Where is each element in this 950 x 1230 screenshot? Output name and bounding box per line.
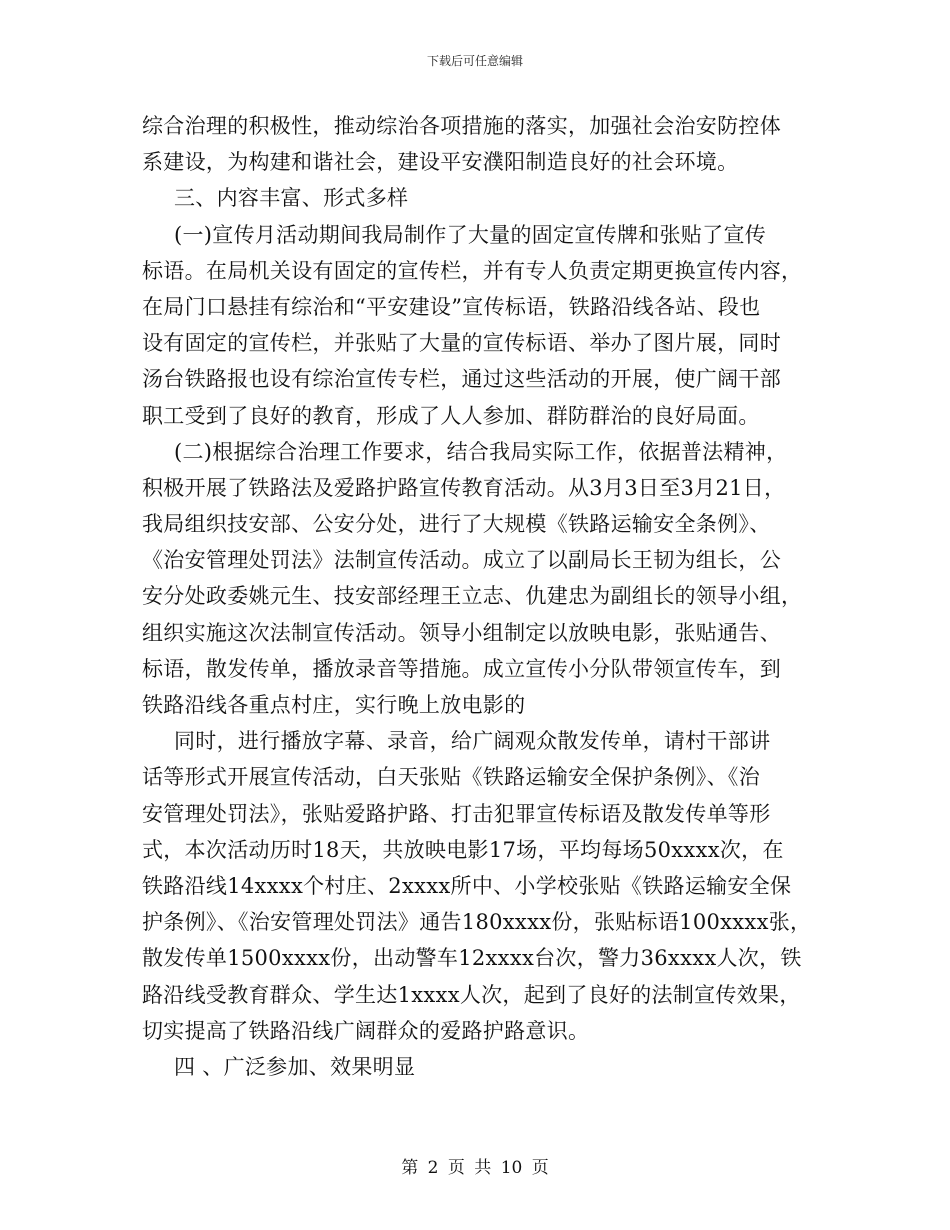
text-line: 综合治理的积极性，推动综治各项措施的落实，加强社会治安防控体 [142, 114, 781, 138]
text-line: 四 、广泛参加、效果明显 [174, 1054, 416, 1079]
document-body [142, 108, 812, 1085]
text-line: 路沿线受教育群众、学生达1xxxx人次，起到了良好的法制宣传效果， [142, 982, 801, 1007]
text-line: 话等形式开展宣传活动，白天张贴《铁路运输安全保护条例》、《治 [142, 765, 760, 790]
text-line: 护条例》、《治安管理处罚法》通告180xxxx份，张贴标语100xxxx张， [142, 910, 812, 935]
text-line: 职工受到了良好的教育，形成了人人参加、群防群治的良好局面。 [142, 403, 760, 428]
text-line: 设有固定的宣传栏，并张贴了大量的宣传标语、举办了图片展，同时 [142, 331, 781, 356]
text-line: 铁路沿线14xxxx个村庄、2xxxx所中、小学校张贴《铁路运输安全保 [142, 873, 792, 898]
text-line: 三、内容丰富、形式多样 [174, 186, 409, 211]
text-line: 在局门口悬挂有综治和“平安建设”宣传标语，铁路沿线各站、段也 [142, 294, 761, 319]
page-header-note: 下载后可任意编辑 [426, 54, 523, 68]
text-line: 安分处政委姚元生、技安部经理王立志、仇建忠为副组长的领导小组， [142, 584, 803, 609]
text-line: 积极开展了铁路法及爱路护路宣传教育活动。从3月3日至3月21日， [142, 475, 786, 500]
text-line: 标语，散发传单，播放录音等措施。成立宣传小分队带领宣传车，到 [142, 656, 781, 681]
text-line: 我局组织技安部、公安分处，进行了大规模《铁路运输安全条例》、 [142, 512, 771, 537]
text-line: 同时，进行播放字幕、录音，给广阔观众散发传单，请村干部讲 [174, 729, 771, 754]
text-line: (一)宣传月活动期间我局制作了大量的固定宣传牌和张贴了宣传 [174, 222, 767, 247]
text-line: 《治安管理处罚法》法制宣传活动。成立了以副局长王韧为组长，公 [142, 548, 781, 573]
text-line: 散发传单1500xxxx份，出动警车12xxxx台次，警力36xxxx人次，铁 [142, 946, 802, 971]
text-line: 标语。在局机关设有固定的宣传栏，并有专人负责定期更换宣传内容， [142, 258, 803, 283]
text-line: 铁路沿线各重点村庄，实行晚上放电影的 [142, 693, 526, 717]
text-line: 汤台铁路报也设有综治宣传专栏，通过这些活动的开展，使广阔干部 [142, 367, 781, 392]
text-line: 式，本次活动历时18天，共放映电影17场，平均每场50xxxx次，在 [142, 837, 784, 862]
text-line: 安管理处罚法》，张贴爱路护路、打击犯罪宣传标语及散发传单等形 [142, 801, 771, 826]
text-line: 组织实施这次法制宣传活动。领导小组制定以放映电影，张贴通告、 [142, 620, 781, 645]
text-line: 切实提高了铁路沿线广阔群众的爱路护路意识。 [142, 1018, 590, 1043]
text-line: (二)根据综合治理工作要求，结合我局实际工作，依据普法精神， [174, 439, 788, 464]
page-number: 第 2 页 共 10 页 [401, 1158, 549, 1178]
text-line: 系建设，为构建和谐社会，建设平安濮阳制造良好的社会环境。 [142, 150, 739, 175]
